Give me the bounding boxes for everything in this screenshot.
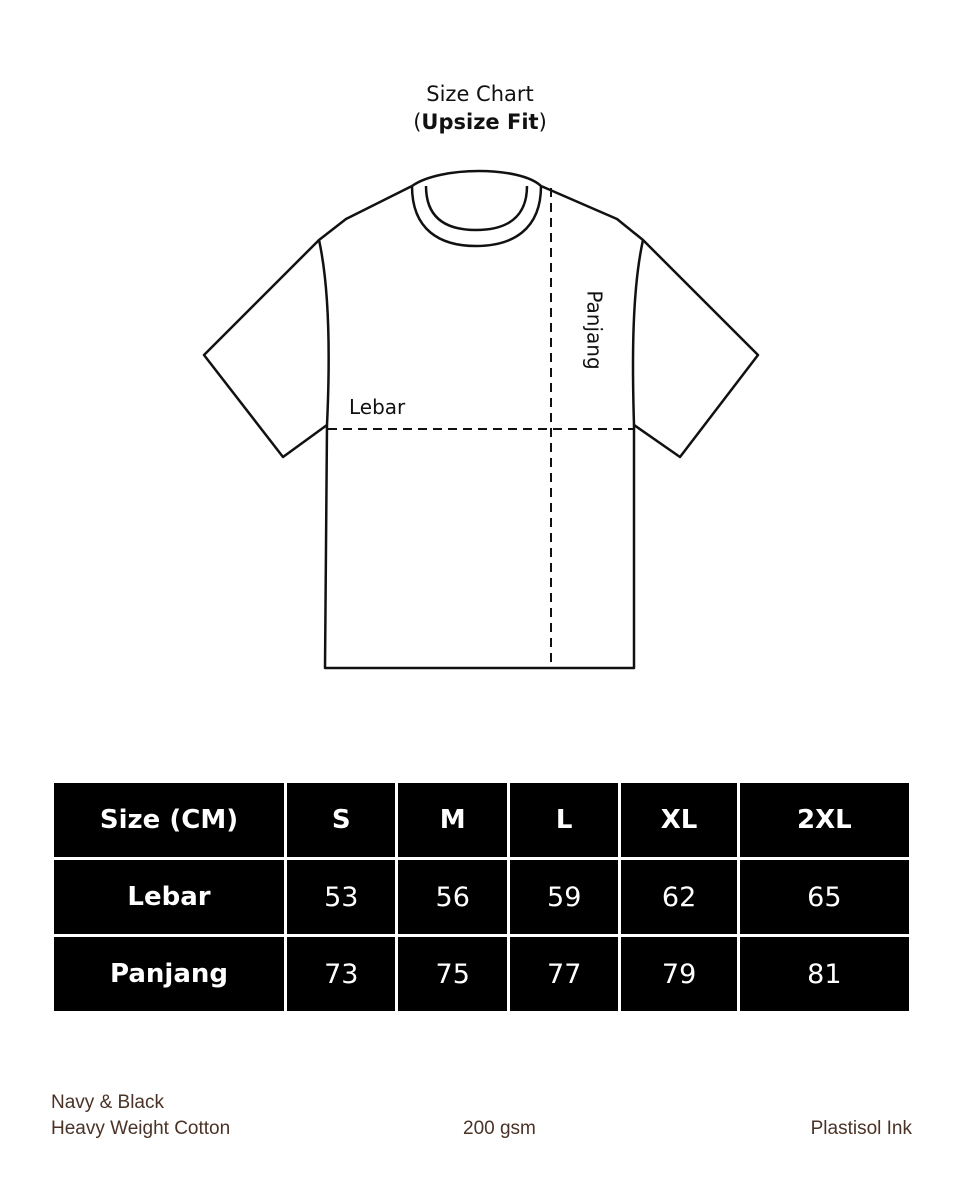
footer-weight: 200 gsm — [463, 1118, 536, 1139]
subtitle-close-paren: ) — [538, 110, 547, 134]
table-cell: 65 — [740, 860, 909, 934]
length-measure-label: Panjang — [582, 290, 607, 370]
table-cell: 53 — [287, 860, 395, 934]
table-cell: 56 — [398, 860, 506, 934]
size-column-header: XL — [621, 783, 736, 857]
table-cell: 59 — [510, 860, 618, 934]
row-label-lebar: Lebar — [54, 860, 284, 934]
table-cell: 77 — [510, 937, 618, 1011]
table-cell: 81 — [740, 937, 909, 1011]
size-column-header: L — [510, 783, 618, 857]
width-measure-label: Lebar — [349, 395, 406, 419]
footer-colors: Navy & Black — [51, 1092, 164, 1113]
product-specs-footer — [51, 1090, 912, 1150]
table-cell: 62 — [621, 860, 736, 934]
subtitle-open-paren: ( — [413, 110, 422, 134]
size-table — [51, 780, 912, 1014]
size-column-header: 2XL — [740, 783, 909, 857]
size-column-header: M — [398, 783, 506, 857]
table-cell: 75 — [398, 937, 506, 1011]
table-header-label: Size (CM) — [54, 783, 284, 857]
size-column-header: S — [287, 783, 395, 857]
page-title: Size Chart — [426, 82, 534, 106]
table-cell: 79 — [621, 937, 736, 1011]
subtitle-fit-name: Upsize Fit — [421, 110, 539, 134]
footer-ink: Plastisol Ink — [810, 1118, 912, 1139]
table-cell: 73 — [287, 937, 395, 1011]
table-row — [54, 860, 909, 934]
footer-left — [51, 1090, 230, 1142]
table-header-row — [54, 783, 909, 857]
footer-material: Heavy Weight Cotton — [51, 1118, 231, 1139]
table-row — [54, 937, 909, 1011]
row-label-panjang: Panjang — [54, 937, 284, 1011]
